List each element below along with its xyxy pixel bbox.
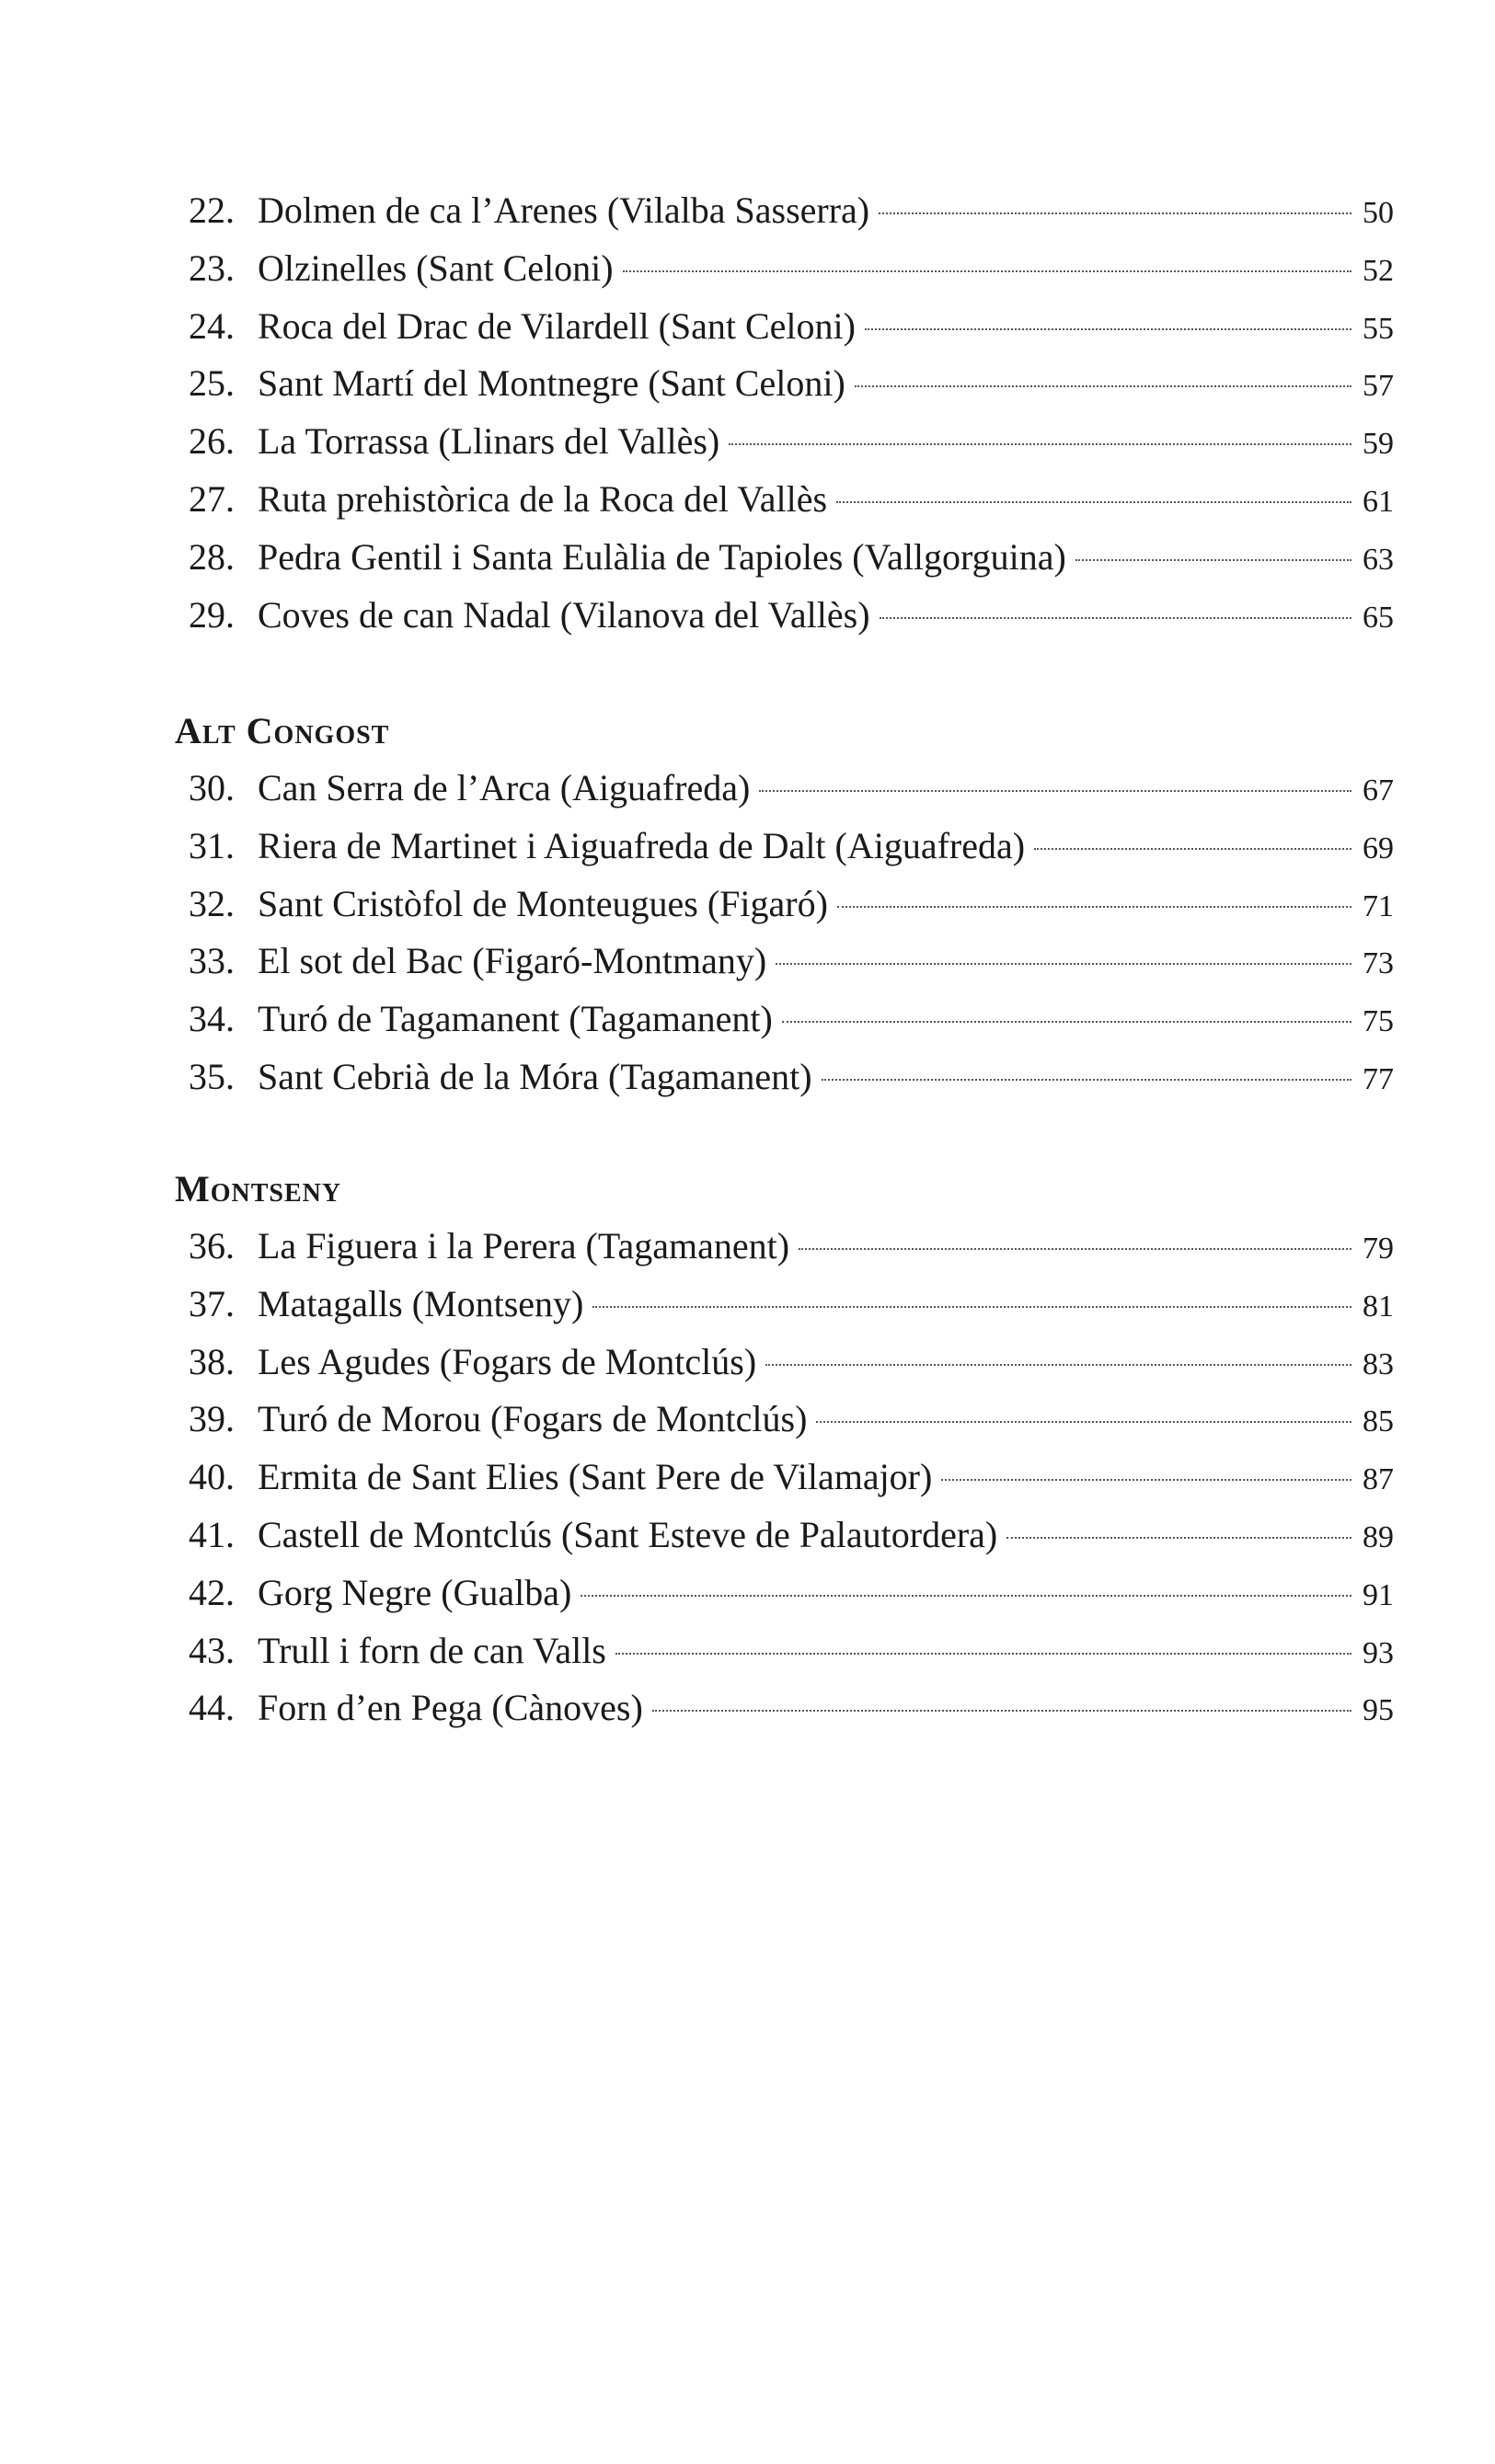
entry-page: 67: [1363, 774, 1394, 808]
entry-page: 61: [1363, 484, 1394, 519]
toc-group-2: [189, 760, 1394, 1106]
entry-title: Ermita de Sant Elies (Sant Pere de Vilamajor): [258, 1456, 933, 1498]
entry-page: 93: [1363, 1635, 1394, 1670]
entry-page: 95: [1363, 1693, 1394, 1728]
entry-number: 22.: [189, 189, 235, 231]
toc-group-1: [189, 182, 1394, 644]
toc-entry: [189, 876, 1394, 934]
entry-number: 25.: [189, 362, 235, 405]
entry-number: 27.: [189, 477, 235, 520]
entry-page: 65: [1363, 600, 1394, 635]
dot-leader: [776, 963, 1351, 965]
dot-leader: [729, 443, 1351, 445]
toc-entry: [189, 1218, 1394, 1276]
entry-number: 42.: [189, 1571, 235, 1613]
entry-page: 91: [1363, 1577, 1394, 1612]
dot-leader: [592, 1306, 1351, 1308]
dot-leader: [822, 1079, 1351, 1081]
entry-title: Coves de can Nadal (Vilanova del Vallès): [258, 593, 870, 636]
entry-page: 52: [1363, 253, 1394, 288]
toc-entry: [189, 529, 1394, 587]
toc-entry: [189, 1679, 1394, 1737]
toc-entry: [189, 991, 1394, 1049]
entry-title: Les Agudes (Fogars de Montclús): [258, 1340, 757, 1382]
entry-page: 50: [1363, 196, 1394, 230]
entry-number: 28.: [189, 535, 235, 578]
dot-leader: [1006, 1537, 1351, 1539]
entry-title: Matagalls (Montseny): [258, 1282, 584, 1324]
entry-number: 38.: [189, 1340, 235, 1382]
entry-page: 63: [1363, 542, 1394, 577]
entry-page: 59: [1363, 427, 1394, 462]
entry-title: Olzinelles (Sant Celoni): [258, 246, 614, 289]
toc-entry: [189, 1334, 1394, 1392]
entry-number: 34.: [189, 998, 235, 1040]
entry-number: 23.: [189, 246, 235, 289]
toc-entry: [189, 413, 1394, 471]
dot-leader: [615, 1653, 1351, 1655]
entry-page: 87: [1363, 1462, 1394, 1497]
entry-page: 69: [1363, 831, 1394, 865]
toc-entry: [189, 1449, 1394, 1507]
toc-entry: [189, 1507, 1394, 1564]
toc-entry: [189, 933, 1394, 991]
entry-number: 30.: [189, 767, 235, 808]
toc-entry: [189, 355, 1394, 413]
entry-number: 26.: [189, 420, 235, 463]
toc-entry: [189, 1049, 1394, 1106]
entry-title: Gorg Negre (Gualba): [258, 1571, 572, 1613]
entry-page: 85: [1363, 1404, 1394, 1439]
entry-number: 31.: [189, 824, 235, 866]
entry-title: Pedra Gentil i Santa Eulàlia de Tapioles (Vallgorguina): [258, 535, 1066, 578]
dot-leader: [836, 501, 1351, 503]
entry-page: 77: [1363, 1061, 1394, 1096]
section-heading-montseny: Montseny: [175, 1168, 342, 1209]
entry-page: 55: [1363, 311, 1394, 346]
dot-leader: [799, 1248, 1351, 1250]
entry-title: Sant Cristòfol de Monteugues (Figaró): [258, 882, 828, 924]
entry-number: 36.: [189, 1225, 235, 1266]
entry-page: 81: [1363, 1289, 1394, 1324]
toc-entry: [189, 587, 1394, 645]
entry-page: 73: [1363, 946, 1394, 981]
toc-entry: [189, 1622, 1394, 1680]
toc-entry: [189, 240, 1394, 298]
entry-number: 33.: [189, 940, 235, 982]
toc-entry: [189, 818, 1394, 876]
dot-leader: [865, 328, 1351, 330]
entry-title: El sot del Bac (Figaró-Montmany): [258, 940, 767, 982]
entry-number: 39.: [189, 1398, 235, 1440]
dot-leader: [855, 385, 1351, 387]
entry-number: 32.: [189, 882, 235, 924]
entry-number: 37.: [189, 1282, 235, 1324]
dot-leader: [816, 1421, 1351, 1423]
dot-leader: [581, 1595, 1351, 1597]
entry-number: 44.: [189, 1687, 235, 1729]
dot-leader: [880, 617, 1351, 619]
toc-entry: [189, 1564, 1394, 1622]
dot-leader: [1034, 848, 1351, 850]
toc-entry: [189, 298, 1394, 356]
entry-title: Castell de Montclús (Sant Esteve de Palautordera): [258, 1513, 998, 1555]
entry-title: Riera de Martinet i Aiguafreda de Dalt (Aiguafreda): [258, 824, 1026, 866]
entry-page: 89: [1363, 1519, 1394, 1554]
dot-leader: [837, 906, 1351, 908]
entry-title: Forn d’en Pega (Cànoves): [258, 1687, 643, 1729]
toc-entry: [189, 1391, 1394, 1449]
toc-entry: [189, 1276, 1394, 1334]
entry-page: 83: [1363, 1347, 1394, 1381]
dot-leader: [652, 1710, 1351, 1712]
entry-number: 35.: [189, 1055, 235, 1097]
entry-number: 29.: [189, 593, 235, 636]
entry-title: Roca del Drac de Vilardell (Sant Celoni): [258, 304, 856, 347]
entry-number: 41.: [189, 1513, 235, 1555]
toc-entry: [189, 182, 1394, 240]
toc-entry: [189, 760, 1394, 818]
dot-leader: [1075, 559, 1351, 561]
entry-number: 40.: [189, 1456, 235, 1498]
entry-page: 75: [1363, 1004, 1394, 1039]
entry-title: Turó de Tagamanent (Tagamanent): [258, 998, 773, 1040]
dot-leader: [759, 790, 1351, 792]
entry-title: Ruta prehistòrica de la Roca del Vallès: [258, 477, 828, 520]
section-heading-alt-congost: Alt Congost: [175, 710, 390, 751]
entry-title: La Figuera i la Perera (Tagamanent): [258, 1225, 790, 1266]
dot-leader: [941, 1479, 1351, 1481]
toc-group-3: [189, 1218, 1394, 1737]
dot-leader: [623, 270, 1351, 272]
entry-page: 71: [1363, 888, 1394, 923]
dot-leader: [879, 212, 1351, 214]
entry-title: Can Serra de l’Arca (Aiguafreda): [258, 767, 751, 808]
entry-number: 24.: [189, 304, 235, 347]
entry-title: Dolmen de ca l’Arenes (Vilalba Sasserra): [258, 189, 870, 231]
entry-title: Trull i forn de can Valls: [258, 1629, 606, 1671]
entry-title: La Torrassa (Llinars del Vallès): [258, 420, 720, 463]
entry-number: 43.: [189, 1629, 235, 1671]
entry-title: Sant Cebrià de la Móra (Tagamanent): [258, 1055, 812, 1097]
entry-title: Turó de Morou (Fogars de Montclús): [258, 1398, 808, 1440]
dot-leader: [765, 1364, 1351, 1366]
dot-leader: [782, 1021, 1351, 1023]
entry-page: 57: [1363, 369, 1394, 404]
toc-entry: [189, 471, 1394, 529]
entry-title: Sant Martí del Montnegre (Sant Celoni): [258, 362, 845, 405]
entry-page: 79: [1363, 1232, 1394, 1266]
